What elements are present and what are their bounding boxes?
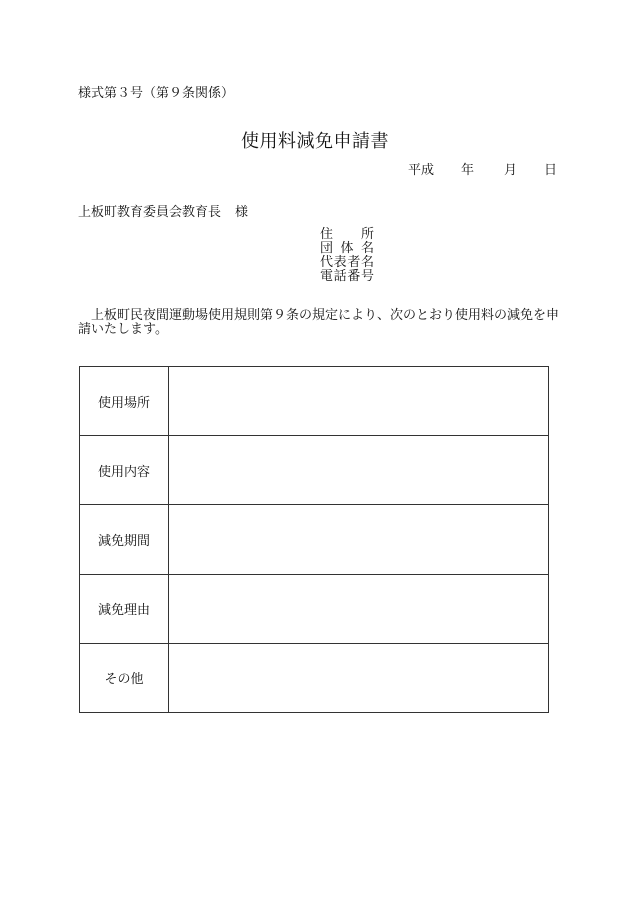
row-value-exemption-period[interactable] — [169, 505, 549, 574]
table-row — [80, 574, 549, 643]
date-month-label: 月 — [504, 163, 518, 178]
applicant-address-label: 住所 — [320, 227, 374, 242]
table-row — [80, 436, 549, 505]
applicant-organization-label: 団体名 — [320, 241, 374, 256]
recipient — [78, 201, 248, 220]
table-row — [80, 505, 549, 574]
row-label-usage-location: 使用場所 — [80, 367, 169, 436]
row-value-exemption-reason[interactable] — [169, 574, 549, 643]
row-label-exemption-period: 減免期間 — [80, 505, 169, 574]
application-table — [79, 366, 549, 713]
recipient-name: 上板町教育委員会教育長 — [78, 205, 222, 220]
form-number: 様式第３号（第９条関係） — [78, 86, 235, 101]
applicant-representative-label: 代表者名 — [320, 255, 374, 270]
row-value-other[interactable] — [169, 643, 549, 712]
recipient-honorific: 様 — [235, 205, 249, 220]
date-era: 平成 — [408, 163, 435, 178]
row-value-usage-content[interactable] — [169, 436, 549, 505]
date-day-label: 日 — [544, 163, 558, 178]
applicant-fields — [320, 228, 374, 284]
row-label-usage-content: 使用内容 — [80, 436, 169, 505]
row-label-other: その他 — [80, 643, 169, 712]
date-year-label: 年 — [461, 163, 475, 178]
row-label-exemption-reason: 減免理由 — [80, 574, 169, 643]
table-row — [80, 643, 549, 712]
row-value-usage-location[interactable] — [169, 367, 549, 436]
applicant-phone-label: 電話番号 — [320, 269, 374, 284]
application-statement: 上板町民夜間運動場使用規則第９条の規定により、次のとおり使用料の減免を申請いたします。 — [78, 308, 560, 337]
table-row — [80, 367, 549, 436]
document-title: 使用料減免申請書 — [241, 131, 389, 152]
